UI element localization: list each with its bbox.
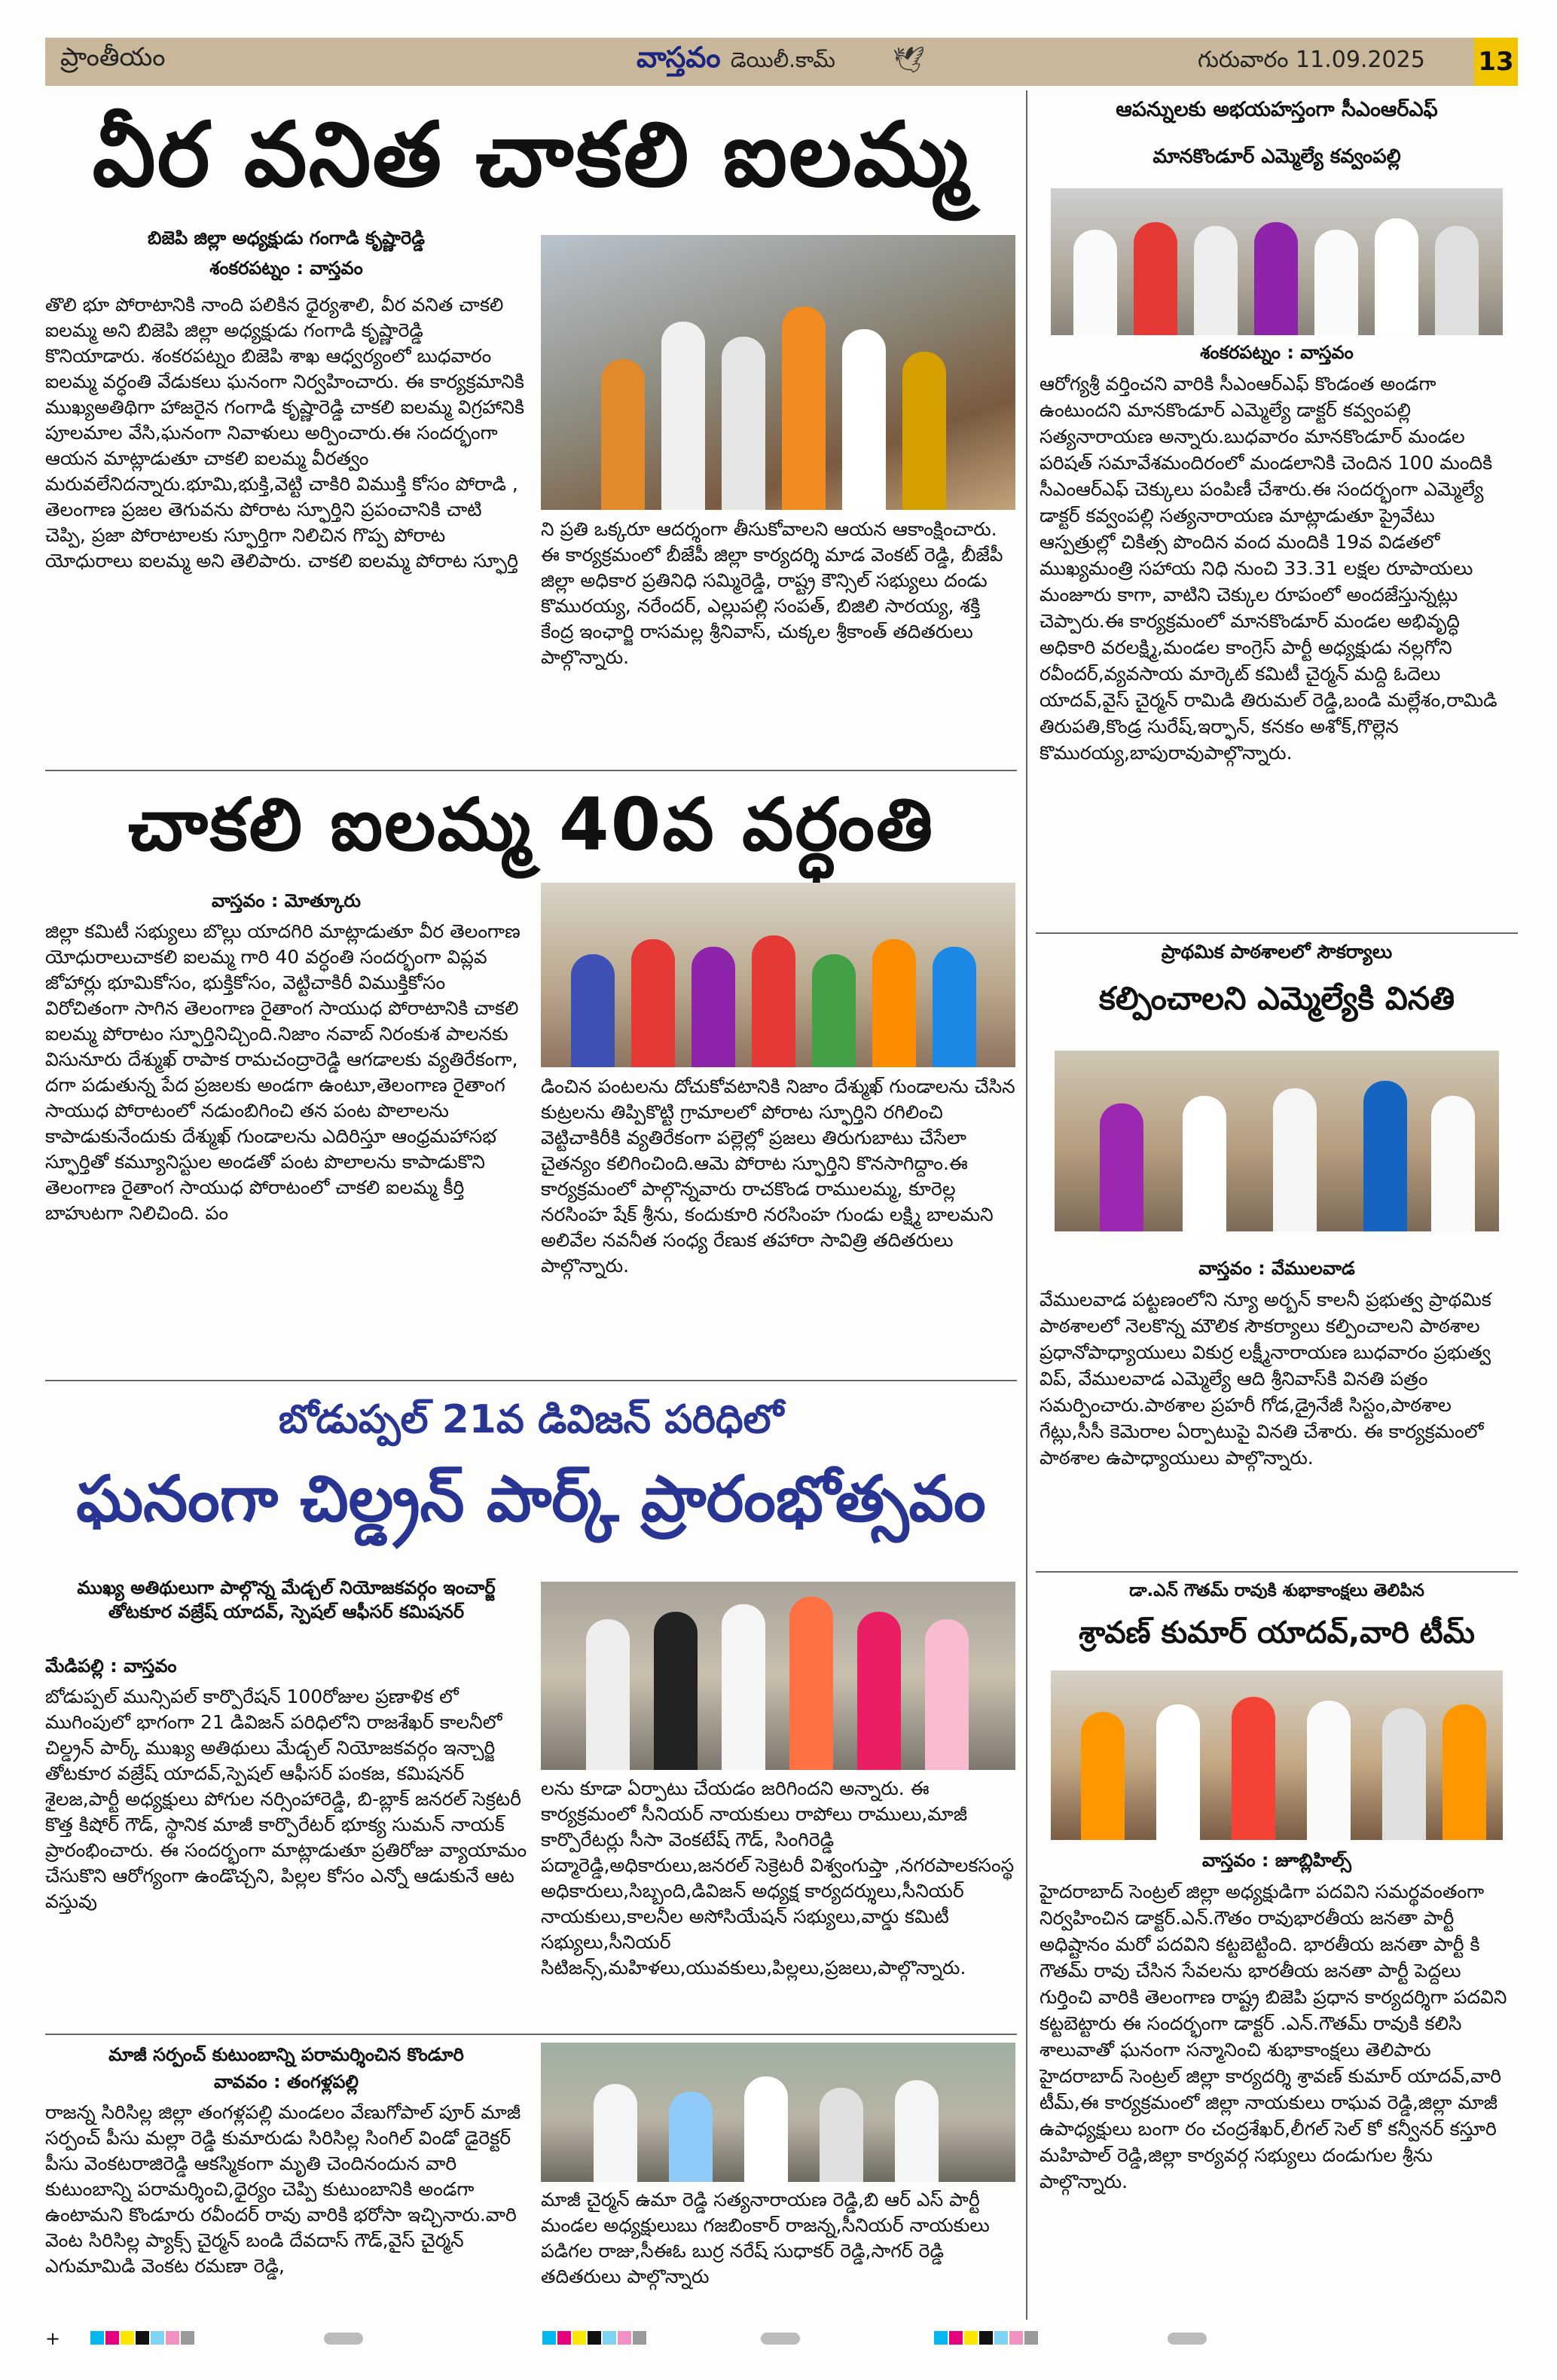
masthead-brand: వాస్తవం డెయిలీ.కామ్	[637, 41, 835, 74]
right2-photo	[1055, 1051, 1499, 1231]
divider	[1036, 932, 1518, 934]
article1-right-column: ని ప్రతి ఒక్కరూ ఆదర్శంగా తీసుకోవాలని ఆయన ఆకాంక్షించారు. ఈ కార్యక్రమంలో బీజేపీ జిల్లా కార్యదర్శి మాడ వెంకట్ రెడ్డి, బీజేపీ జిల్లా అధికార ప్రతినిధి సమ్మిరెడ్డి, రాష్ట్ర కౌన్సిల్ సభ్యులు దండు కొమురయ్య, నరేందర్, ఎల్లుపల్లి సంపత్, బిజిలి సారయ్య, శక్తి కేంద్ర ఇంఛార్జి రాసమల్ల శ్రీనివాస్, చుక్కల శ్రీకాంత్ తదితరులు పాల్గొన్నారు.	[541, 518, 1003, 668]
article4-headline: మాజీ సర్పంచ్ కుటుంబాన్ని పరామర్శించిన కొండూరి	[108, 2044, 464, 2065]
crosshair-icon: +	[45, 2328, 61, 2349]
article4-caption: మాజీ చైర్మన్ ఉమా రెడ్డి సత్యనారాయణ రెడ్డి,బి ఆర్ ఎస్ పార్టీ మండల అధ్యక్షులుబు గజబింకార్ రాజన్న,సీనియర్ నాయకులు పడిగల రాజు,సీఈఓ బుర్ర నరేష్ సుధాకర్ రెడ్డి,సాగర్ రెడ్డి తదితరులు పాల్గొన్నారు	[541, 2189, 990, 2287]
article1-headline: వీర వనిత చాకలి ఐలమ్మ	[92, 102, 970, 206]
right1-photo	[1051, 188, 1503, 335]
article1-dateline: శంకరపట్నం : వాస్తవం	[209, 258, 363, 279]
right3-text: హైదరాబాద్ సెంట్రల్ జిల్లా అధ్యక్షుడిగా పదవిని సమర్థవంతంగా నిర్వహించిన డాక్టర్.ఎన్.గౌతం రావుభారతీయ జనతా పార్టీ అధిష్టానం మరో పదవిని కట్టబెట్టింది. భారతీయ జనతా పార్టీ కి గౌతమ్ రావు చేసిన సేవలను భారతీయ జనతా పార్టీ పెద్దలు గుర్తించి వారికి తెలంగాణ రాష్ట్ర బిజెపి ప్రధాన కార్యదర్శిగా పదవిని కట్టబెట్టారు ఈ సందర్భంగా డాక్టర్ .ఎన్.గౌతమ్ రావుకి కలిసి శాలువాతో ఘనంగా సన్మానించి శుభాకాంక్షలు తెలిపారు హైదరాబాద్ సెంట్రల్ జిల్లా కార్యదర్శి శ్రావణ్ కుమార్ యాదవ్,వారి టీమ్,ఈ కార్యక్రమంలో జిల్లా నాయకులు రాఘవ రెడ్డి,జిల్లా మాజీ ఉపాధ్యక్షులు బంగా రం చంద్రశేఖర్,లీగల్ సెల్ కో కన్వీనర్ కస్తూరి మహిపాల్ రెడ్డి,జిల్లా కార్యవర్గ సభ్యులు దండుగుల శ్రీను పాల్గొన్నారు.	[1040, 1881, 1507, 2192]
article3-subhead: ముఖ్య అతిథులుగా పాల్గొన్న మేడ్చల్ నియోజకవర్గం ఇంచార్జ్ తోటకూర వజ్రేష్ యాదవ్, స్పెషల్ ఆఫీసర్ కమిషనర్	[77, 1577, 496, 1622]
color-swatches	[934, 2331, 1040, 2348]
article3-left-column: బోడుప్పల్ మున్సిపల్ కార్పొరేషన్ 100రోజుల ప్రణాళిక లో ముగింపులో భాగంగా 21 డివిజన్ పరిధిలోని రాజశేఖర్ కాలనీలో చిల్డ్రన్ పార్క్ ముఖ్య అతిథులు మేడ్చల్ నియోజకవర్గం ఇన్చార్జి తోటకూర వజ్రేష్ యాదవ్,స్పెషల్ ఆఫీసర్ పంకజ, కమిషనర్ శైలజ,పార్టీ అధ్యక్షులు పోగుల నర్సింహారెడ్డి, బి-బ్లాక్ జనరల్ సెక్రటరీ కొత్త కిషోర్ గౌడ్, స్థానిక మాజీ కార్పొరేటర్ భూక్య సుమన్ నాయక్ ప్రారంభించారు. ఈ సందర్భంగా మాట్లాడుతూ ప్రతిరోజు వ్యాయామం చేసుకొని ఆరోగ్యంగా ఉండొచ్చని, పిల్లల కోసం ఎన్నో ఆడుకునే ఆట వస్తువు	[45, 1686, 527, 1912]
article3-right-column: లను కూడా ఏర్పాటు చేయడం జరిగిందని అన్నారు. ఈ కార్యక్రమంలో సీనియర్ నాయకులు రాపోలు రాములు,మాజీ కార్పొరేటర్లు సీసా వెంకటేష్ గౌడ్, సింగిరెడ్డి పద్మారెడ్డి,అధికారులు,జనరల్ సెక్రెటరీ విశ్వంగుప్తా ,నగరపాలకసంస్థ అధికారులు,సిబ్బంది,డివిజన్ అధ్యక్ష కార్యదర్శులు,సీనియర్ నాయకులు,కాలనీల అసోసియేషన్ సభ్యులు,వార్డు కమిటీ సభ్యులు,సీనియర్ సిటిజన్స్,మహిళలు,యువకులు,పిల్లలు,ప్రజలు,పాల్గొన్నారు.	[541, 1777, 1015, 1979]
article3-photo	[541, 1582, 1015, 1770]
column-divider	[1026, 90, 1027, 2320]
right3-headline: శ్రావణ్ కుమార్ యాదవ్,వారి టీమ్	[1079, 1616, 1475, 1650]
page-header	[45, 38, 1518, 86]
article2-photo	[541, 883, 1015, 1067]
issue-date: గురువారం 11.09.2025	[1198, 47, 1425, 73]
article3-headline: ఘనంగా చిల్డ్రన్ పార్క్ ప్రారంభోత్సవం	[76, 1462, 986, 1536]
right2-text: వేములవాడ పట్టణంలోని న్యూ అర్బన్ కాలనీ ప్రభుత్వ ప్రాథమిక పాఠశాలలో నెలకొన్న మౌలిక సౌకర్యాలు కల్పించాలని పాఠశాల ప్రధానోపాధ్యాయులు వికుర్ర లక్ష్మీనారాయణ బుధవారం ప్రభుత్వ విప్, వేములవాడ ఎమ్మెల్యే ఆది శ్రీనివాస్‌కి వినతి పత్రం సమర్పించారు.పాఠశాల ప్రహరీ గోడ,డ్రైనేజీ సిస్టం,పాఠశాల గేట్లు,సీసీ కెమెరాల ఏర్పాటుపై వినతి చేశారు. ఈ కార్యక్రమంలో పాఠశాల ఉపాధ్యాయులు పాల్గొన్నారు.	[1040, 1289, 1491, 1469]
right2-headline: కల్పించాలని ఎమ్మెల్యేకి వినతి	[1098, 980, 1455, 1017]
article2-left-column: జిల్లా కమిటీ సభ్యులు బొల్లు యాదగిరి మాట్లాడుతూ వీర తెలంగాణ యోధురాలుచాకలి ఐలమ్మ గారి 40 వర్ధంతి సందర్భంగా విప్లవ జోహార్లు భూమికోసం, భుక్తికోసం, వెట్టిచాకిరీ విముక్తికోసం విరోచితంగా సాగిన తెలంగాణ రైతాంగ సాయుధ పోరాటానికి చాకలి ఐలమ్మ పోరాటం స్ఫూర్తినిచ్చింది.నిజాం నవాబ్ నిరంకుశ పాలనకు విసునూరు దేశ్ముఖ్ రాపాక రామచంద్రారెడ్డి ఆగడాలకు వ్యతిరేకంగా, దగా పడుతున్న పేద ప్రజలకు అండగా ఉంటూ,తెలంగాణ రైతాంగ సాయుధ పోరాటంలో నడుంబిగించి తన పంట పొలాలను కాపాడుకునేందుకు దేశ్ముఖ్ గుండాలను ఎదిరిస్తూ ఆంధ్రమహాసభ స్ఫూర్తితో కమ్యూనిస్టుల అండతో పంట పొలాలను కాపాడుకొని తెలంగాణ రైతాంగ సాయుధ పోరాటంలో చాకలి ఐలమ్మ కీర్తి బాహుటగా నిలిచింది. పం	[45, 920, 521, 1224]
article3-kicker: బోడుప్పల్ 21వ డివిజన్ పరిధిలో	[278, 1397, 784, 1442]
article2-dateline: వాస్తవం : మోత్కూరు	[212, 890, 361, 911]
article1-photo	[541, 235, 1015, 510]
bird-icon: 🕊	[893, 45, 926, 75]
article2-right-column: డించిన పంటలను దోచుకోవటానికి నిజాం దేశ్ముఖ్ గుండాలను చేసిన కుట్రలను తిప్పికొట్టి గ్రామాలలో పోరాట స్ఫూర్తిని రగిలించి వెట్టిచాకిరీకి వ్యతిరేకంగా పల్లెల్లో ప్రజలు తిరుగుబాటు చేసేలా చైతన్యం కలిగించింది.ఆమె పోరాట స్ఫూర్తిని కొనసాగిద్దాం.ఈ కార్యక్రమంలో పాల్గొన్నవారు రాచకొండ రాములమ్మ, కూరెల్ల నరసింహ షేక్ శ్రీను, కందుకూరి నరసింహ గుండు లక్ష్మి బాలమని అలివేల నవనీత సంధ్య రేణుక తహారా సావిత్రి తదితరులు పాల్గొన్నారు.	[541, 1076, 1015, 1277]
right2-kicker: ప్రాథమిక పాఠశాలలో సౌకర్యాలు	[1161, 941, 1393, 963]
right2-dateline: వాస్తవం : వేములవాడ	[1198, 1258, 1355, 1279]
right1-subhead: మానకొండూర్ ఎమ్మెల్యే కవ్వంపల్లి	[1152, 145, 1401, 168]
registration-mark	[324, 2333, 363, 2345]
right3-dateline: వాస్తవం : జూబ్లిహిల్స్	[1202, 1850, 1351, 1871]
divider	[45, 2034, 1017, 2035]
right3-kicker: డా.ఎన్ గౌతమ్ రావుకి శుభాకాంక్షలు తెలిపిన	[1129, 1581, 1424, 1600]
article3-dateline: మేడిపల్లి : వాస్తవం	[45, 1655, 177, 1677]
page-number: 13	[1474, 38, 1518, 86]
divider	[45, 1380, 1017, 1381]
article2-headline: చాకలి ఐలమ్మ 40వ వర్ధంతి	[127, 783, 935, 867]
registration-mark	[1168, 2333, 1207, 2345]
article4-photo	[541, 2043, 1015, 2182]
right3-photo	[1051, 1671, 1503, 1840]
color-swatches	[90, 2331, 196, 2348]
article4-dateline: వావవం : తంగళ్లపల్లి	[214, 2071, 359, 2092]
article1-subhead: బిజెపి జిల్లా అధ్యక్షుడు గంగాడి కృష్ణారెడ్డి	[148, 227, 425, 249]
registration-mark	[761, 2333, 800, 2345]
right1-dateline: శంకరపట్నం : వాస్తవం	[1200, 342, 1354, 363]
article4-text: రాజన్న సిరిసిల్ల జిల్లా తంగళ్లపల్లి మండలం వేణుగోపాల్ పూర్ మాజీ సర్పంచ్ పీసు మల్లా రెడ్డి కుమారుడు సిరిసిల్ల సింగిల్ విండో డైరెక్టర్ పీసు వెంకటరాజిరెడ్డి ఆకస్మికంగా మృతి చెందినందున వారి కుటుంబాన్ని పరామర్శించి,ధైర్యం చెప్పి కుటుంబానికి అండగా ఉంటామని కొండూరు రవీందర్ రావు వారికి భరోసా ఇచ్చినారు.వారి వెంట సిరిసిల్ల ప్యాక్స్ చైర్మన్ బండి దేవదాస్ గౌడ్,వైస్ చైర్మన్ ఎగుమామిడి వెంకట రమణా రెడ్డి,	[45, 2101, 521, 2277]
right1-text: ఆరోగ్యశ్రీ వర్తించని వారికి సీఎంఆర్ఎఫ్ కొండంత అండగా ఉంటుందని మానకొండూర్ ఎమ్మెల్యే డాక్టర్ కవ్వంపల్లి సత్యనారాయణ అన్నారు.బుధవారం మానకొండూర్ మండల పరిషత్ సమావేశమందిరంలో మండలానికి చెందిన 100 మందికి సీఎంఆర్ఎఫ్ చెక్కులు పంపిణీ చేశారు.ఈ సందర్భంగా ఎమ్మెల్యే డాక్టర్ కవ్వంపల్లి సత్యనారాయణ మాట్లాడుతూ ప్రైవేటు ఆస్పత్రుల్లో చికిత్స పొందిన వంద మందికి 19వ విడతలో ముఖ్యమంత్రి సహాయ నిధి నుంచి 33.31 లక్షల రూపాయలు మంజూరు కాగా, వాటిని చెక్కుల రూపంలో అందజేస్తున్నట్లు చెప్పారు.ఈ కార్యక్రమంలో మానకొండూర్ మండల అభివృద్ధి అధికారి వరలక్ష్మి,మండల కాంగ్రెస్ పార్టీ అధ్యక్షుడు నల్లగోని రవీందర్,వ్యవసాయ మార్కెట్ కమిటీ చైర్మన్ మద్ది ఓదెలు యాదవ్,వైస్ చైర్మన్ రామిడి తిరుమల్ రెడ్డి,బండి మల్లేశం,రామిడి తిరుపతి,కొండ్ర సురేష్,ఇర్ఫాన్, కనకం అశోక్,గొల్లెన కొమురయ్య,బాపురావుపాల్గొన్నారు.	[1040, 373, 1497, 764]
color-swatches	[542, 2331, 648, 2348]
right1-kicker: ఆపన్నులకు అభయహస్తంగా సీఎంఆర్ఎఫ్	[1116, 98, 1438, 121]
print-registration-bar	[45, 2324, 1518, 2354]
article1-left-column: తొలి భూ పోరాటానికి నాంది పలికిన ధైర్యశాలి, వీర వనిత చాకలి ఐలమ్మ అని బిజెపి జిల్లా అధ్యక్షుడు గంగాడి కృష్ణారెడ్డి కొనియాడారు. శంకరపట్నం బిజెపి శాఖ ఆధ్వర్యంలో బుధవారం ఐలమ్మ వర్ధంతి వేడుకలు ఘనంగా నిర్వహించారు. ఈ కార్యక్రమానికి ముఖ్యఅతిథిగా హాజరైన గంగాడి కృష్ణారెడ్డి చాకలి ఐలమ్మ విగ్రహానికి పూలమాల వేసి,ఘనంగా నివాళులు అర్పించారు.ఈ సందర్భంగా ఆయన మాట్లాడుతూ చాకలి ఐలమ్మ వీరత్వం మరువలేనిదన్నారు.భూమి,భుక్తి,వెట్టి చాకిరి విముక్తి కోసం పోరాడి , తెలంగాణ ప్రజల తెగువను పోరాట స్ఫూర్తిని ప్రపంచానికి చాటి చెప్పి, ప్రజా పోరాటాలకు స్ఫూర్తిగా నిలిచిన గొప్ప పోరాట యోధురాలు ఐలమ్మ అని తెలిపారు. చాకలి ఐలమ్మ పోరాట స్ఫూర్తి	[45, 294, 525, 572]
divider	[1036, 1571, 1518, 1573]
section-label: ప్రాంతీయం	[60, 42, 166, 72]
divider	[45, 770, 1017, 771]
